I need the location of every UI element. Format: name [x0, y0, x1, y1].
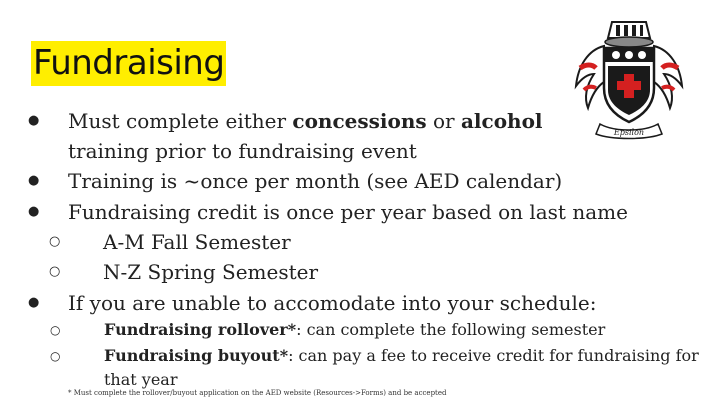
sub-bullet-fall-semester: A-M Fall Semester [103, 230, 291, 254]
slide-title: Fundraising [31, 41, 226, 86]
bullet-credit-schedule: Fundraising credit is once per year based on last name [68, 200, 628, 224]
bullet-schedule-alternatives: If you are unable to accomodate into your schedule: [68, 291, 597, 315]
bullet-training-frequency: Training is ~once per month (see AED calendar) [68, 169, 563, 193]
sub-bullet-marker: ○ [49, 234, 61, 249]
bullet-marker: ● [28, 173, 40, 188]
sub-bullet-marker: ○ [49, 264, 61, 279]
sub-bullet-buyout: Fundraising buyout*: can pay a fee to receive credit for fundraising for [104, 346, 699, 365]
sub-bullet-marker: ○ [50, 349, 61, 363]
bullet-marker: ● [28, 113, 40, 128]
bullet-concessions-continued: training prior to fundraising event [68, 139, 417, 163]
sub-bullet-buyout-continued: that year [104, 370, 178, 389]
bullet-marker: ● [28, 295, 40, 310]
sub-bullet-spring-semester: N-Z Spring Semester [103, 260, 319, 284]
fraternity-crest-logo [566, 16, 692, 142]
bullet-concessions-requirement: Must complete either concessions or alcohol [68, 109, 543, 133]
crest-motto: Epsilon [613, 128, 645, 137]
bullet-marker: ● [28, 204, 40, 219]
sub-bullet-marker: ○ [50, 323, 61, 337]
sub-bullet-rollover: Fundraising rollover*: can complete the following semester [104, 320, 606, 339]
footnote: * Must complete the rollover/buyout application on the AED website (Resources->Forms) and be accepted [68, 389, 447, 397]
